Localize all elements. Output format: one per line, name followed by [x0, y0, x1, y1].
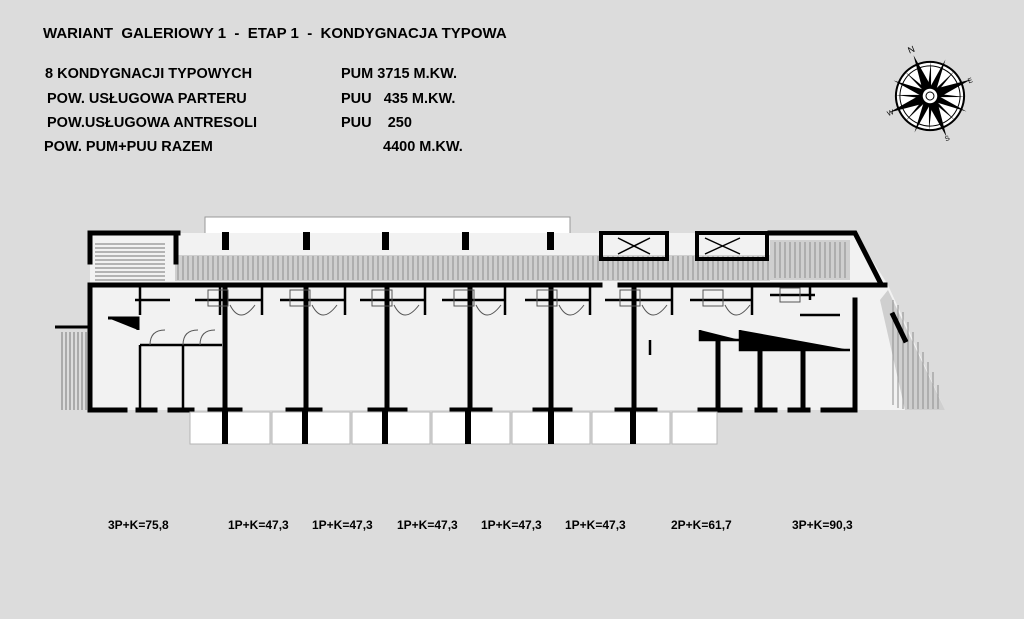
compass-south: S [943, 134, 951, 144]
info-label-ground-service: POW. USŁUGOWA PARTERU [47, 91, 247, 107]
drawing-title: WARIANT GALERIOWY 1 - ETAP 1 - KONDYGNACJA TYPOWA [43, 25, 507, 42]
compass-north: N [906, 43, 917, 56]
compass-east: E [966, 77, 974, 86]
unit-label-4: 1P+K=47,3 [397, 518, 458, 532]
compass-rose [880, 38, 980, 148]
compass-west: W [886, 109, 896, 118]
unit-label-2: 1P+K=47,3 [228, 518, 289, 532]
unit-label-5: 1P+K=47,3 [481, 518, 542, 532]
info-value-total: 4400 M.KW. [383, 139, 463, 155]
unit-label-7: 2P+K=61,7 [671, 518, 732, 532]
info-value-ground-service: PUU 435 M.KW. [341, 91, 456, 107]
info-value-floors: PUM 3715 M.KW. [341, 66, 458, 82]
info-label-floors: 8 KONDYGNACJI TYPOWYCH [45, 66, 253, 82]
unit-label-1: 3P+K=75,8 [108, 518, 169, 532]
unit-label-6: 1P+K=47,3 [565, 518, 626, 532]
info-label-mezzanine-service: POW.USŁUGOWA ANTRESOLI [47, 115, 257, 131]
unit-label-3: 1P+K=47,3 [312, 518, 373, 532]
balconies [190, 412, 717, 444]
info-value-mezzanine-service: PUU 250 [341, 115, 412, 131]
info-label-total: POW. PUM+PUU RAZEM [44, 139, 213, 155]
unit-label-8: 3P+K=90,3 [792, 518, 853, 532]
